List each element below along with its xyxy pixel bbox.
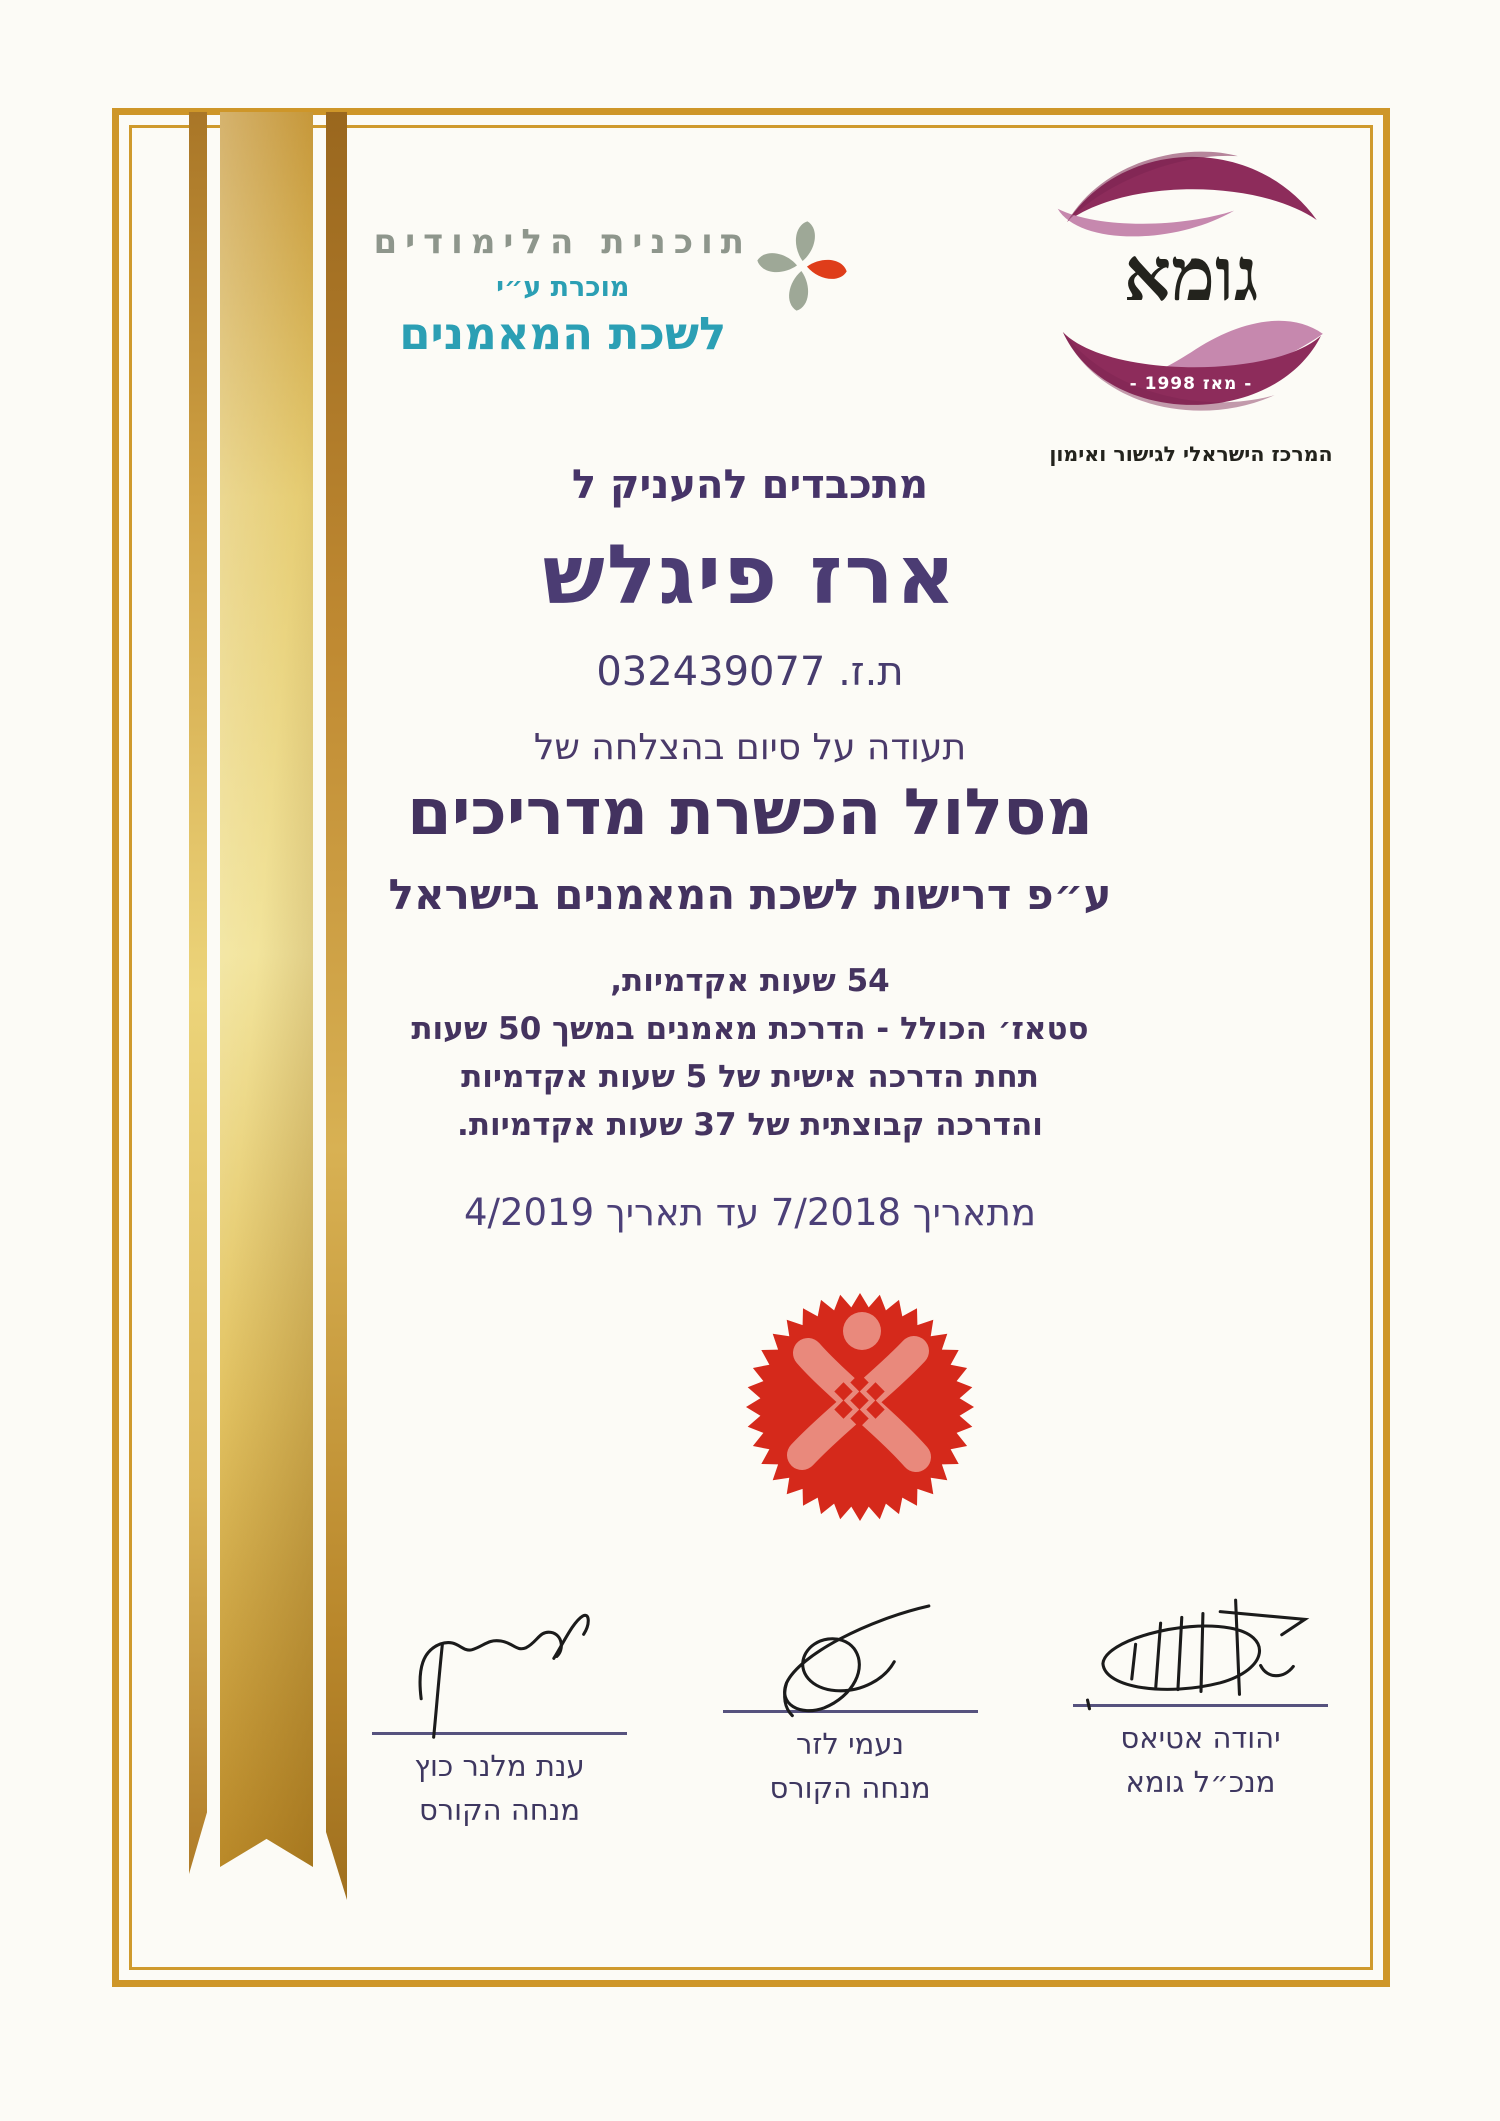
clover-icon — [752, 210, 852, 322]
signature-instructor-2 — [372, 1592, 627, 1827]
guma-since-label: - מאז 1998 - — [1129, 373, 1253, 394]
ribbon-strand-right — [326, 112, 347, 1900]
ribbon-strand-center — [220, 112, 313, 1867]
signature-line — [372, 1732, 627, 1735]
accreditation-line3: לשכת המאמנים — [399, 307, 727, 360]
signature-ceo — [1073, 1592, 1328, 1827]
accreditation-line2: מוכרת ע״י — [496, 272, 630, 303]
signature-scribble-icon — [725, 1592, 975, 1720]
signatures-row — [372, 1592, 1328, 1827]
detail-line: תחת הדרכה אישית של 5 שעות אקדמיות — [461, 1059, 1039, 1095]
guma-bottom-wave-icon — [1041, 306, 1341, 436]
requirements-line: ע״פ דרישות לשכת המאמנים בישראל — [388, 870, 1112, 919]
detail-line: סטאז׳ הכולל - הדרכת מאמנים במשך 50 שעות — [411, 1011, 1089, 1047]
intro-line: מתכבדים להעניק ל — [571, 462, 929, 508]
recipient-name: ארז פיגלש — [542, 528, 958, 623]
program-title: מסלול הכשרת מדריכים — [407, 776, 1093, 850]
detail-line: והדרכה קבוצתית של 37 שעות אקדמיות. — [457, 1107, 1043, 1143]
accreditation-logo — [373, 222, 858, 360]
signer-name: נעמי לזר — [795, 1727, 905, 1761]
guma-logo — [1035, 128, 1347, 466]
red-seal-icon — [744, 1291, 976, 1523]
signer-name: ענת מלנר כוץ — [414, 1749, 585, 1783]
guma-name: גומא — [1123, 232, 1259, 318]
accreditation-line1: תוכנית הלימודים — [373, 222, 752, 262]
signer-role: מנחה הקורס — [418, 1793, 581, 1827]
signature-scribble-icon — [375, 1592, 625, 1742]
recipient-id: ת.ז. 032439077 — [596, 649, 904, 695]
signer-role: מנחה הקורס — [769, 1771, 931, 1805]
date-range: מתאריך 7/2018 עד תאריך 4/2019 — [463, 1191, 1037, 1234]
ribbon-strand-left — [189, 112, 207, 1874]
signer-role: מנכ״ל גומא — [1125, 1765, 1276, 1799]
signature-scribble-icon — [1076, 1592, 1326, 1714]
detail-line: 54 שעות אקדמיות, — [610, 963, 890, 999]
completion-line: תעודה על סיום בהצלחה של — [533, 727, 967, 768]
signer-name: יהודה אטיאס — [1120, 1721, 1281, 1755]
guma-subtitle: המרכז הישראלי לגישור ואימון — [1049, 442, 1333, 466]
signature-line — [723, 1710, 978, 1713]
signature-line — [1073, 1704, 1328, 1707]
signature-instructor-1 — [723, 1592, 978, 1827]
